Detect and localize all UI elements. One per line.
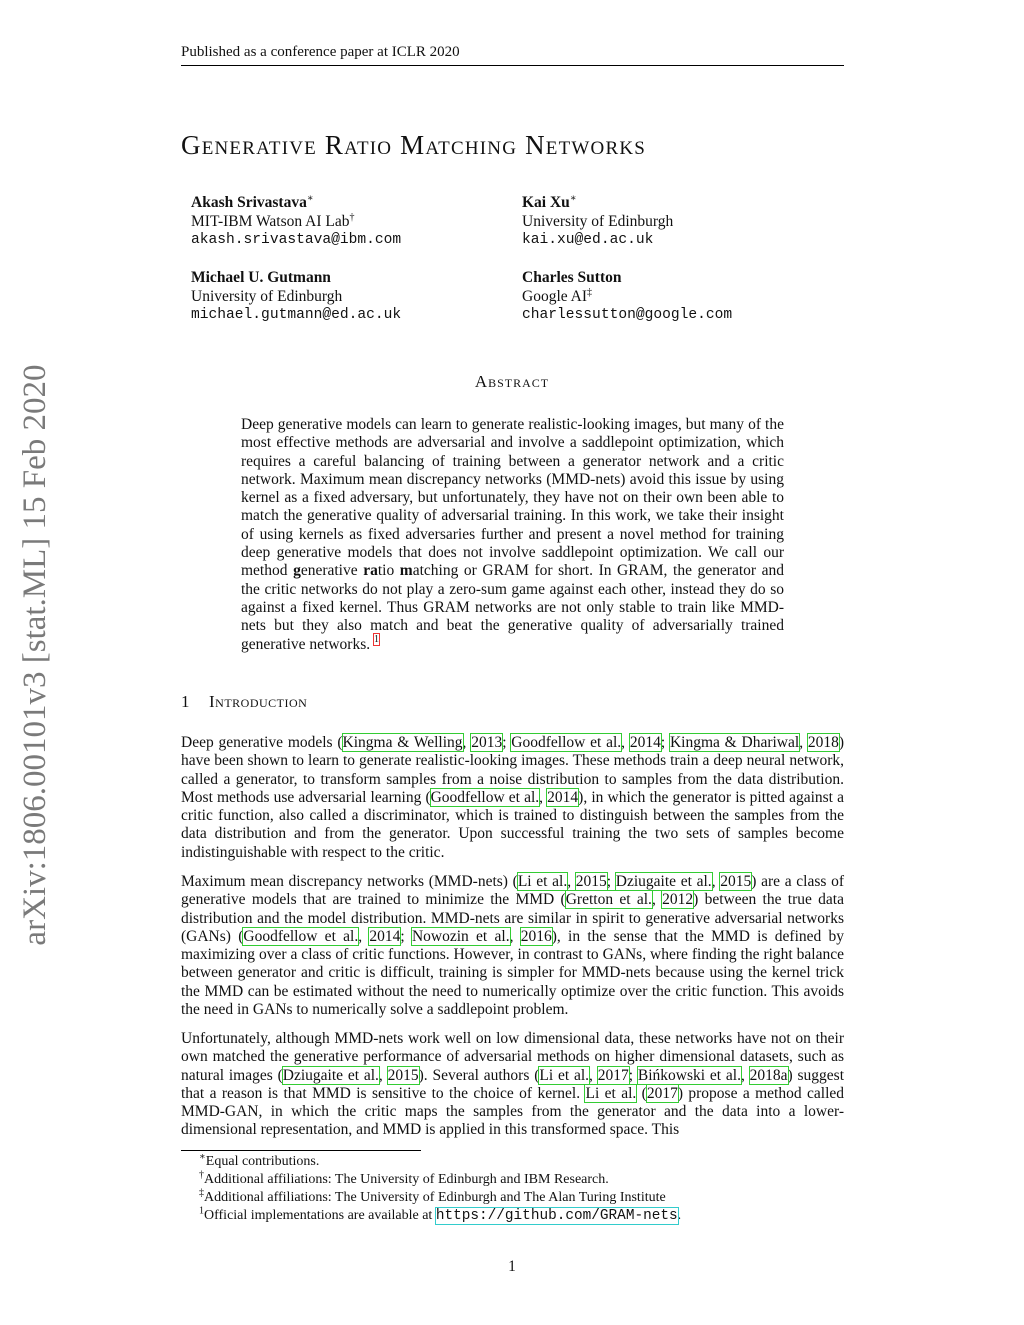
author-affiliation: University of Edinburgh (191, 288, 343, 305)
author-mark: ∗ (306, 192, 314, 204)
footnote-rule (181, 1150, 421, 1151)
section-heading: 1 Introduction (181, 692, 308, 711)
citation-link[interactable]: 2014 (629, 734, 661, 751)
running-header: Published as a conference paper at ICLR 2020 (181, 44, 460, 60)
citation-link[interactable]: 2017 (597, 1066, 629, 1084)
citation-link[interactable]: 2017 (646, 1084, 678, 1102)
abstract-heading: Abstract (474, 372, 550, 391)
affil-mark: † (349, 211, 355, 223)
author-affiliation: University of Edinburgh (522, 213, 674, 230)
author-email[interactable]: akash.srivastava@ibm.com (191, 232, 402, 248)
author-name: Akash Srivastava (191, 194, 307, 211)
citation-link[interactable]: 2015 (387, 1066, 419, 1084)
author-name: Charles Sutton (522, 269, 622, 286)
paragraph-2: Maximum mean discrepancy networks (MMD-nets) (Li et al., 2015; Dziugaite et al., 2015) are a class of generative models that are trained to minimize the MMD (Gretton et al., 2012) between the true data distribution and the model distribution. MMD-nets are similar in spirit to generative adversarial networks (GANs) (Goodfellow et al., 2014; Nowozin et al., 2016), in the sense that the MMD is defined by maximizing over a class of critic functions. However, in contrast to GANs, where finding the right balance between generator and critic is difficult, training is simpler for MMD-nets because using the kernel trick the MMD can be estimated without the need to numerically optimize over the critic function. This avoids the need in GANs to numerically solve a saddlepoint problem. (181, 873, 845, 1019)
author-mark: ∗ (569, 192, 577, 204)
footnote-3: ‡Additional affiliations: The University of Edinburgh and The Alan Turing Institute (199, 1187, 666, 1205)
citation-link[interactable]: Kingma & Dhariwal (669, 734, 800, 751)
citation-link[interactable]: Li et al. (517, 873, 568, 890)
citation-link[interactable]: Goodfellow et al. (430, 788, 540, 806)
citation-link[interactable]: Goodfellow et al. (243, 927, 359, 945)
author-name: Kai Xu (522, 194, 570, 211)
footnote-link[interactable]: 1 (374, 634, 379, 646)
author-affiliation: MIT-IBM Watson AI Lab (191, 213, 350, 230)
citation-link[interactable]: 2018a (749, 1066, 788, 1084)
citation-link[interactable]: 2015 (575, 873, 607, 890)
author-block-3 (191, 268, 401, 325)
header-rule (181, 65, 844, 66)
citation-link[interactable]: 2012 (662, 891, 694, 909)
citation-link[interactable]: 2018 (807, 734, 839, 751)
paragraph-3: Unfortunately, although MMD-nets work well on low dimensional data, these networks have not on their own matched the generative performance of adversarial methods on higher dimensional datasets, such as natural images (Dziugaite et al., 2015). Several authors (Li et al., 2017; Bińkowski et al., 2018a) suggest that a reason is that MMD is sensitive to the choice of kernel. Li et al. (2017) propose a method called MMD-GAN, in which the critic maps the samples from the generator and the data into a lower-dimensional representation, and MMD is applied in this transformed space. This (181, 1030, 845, 1139)
author-block-4 (522, 268, 732, 325)
citation-link[interactable]: Li et al. (585, 1084, 637, 1102)
page-number: 1 (508, 1258, 516, 1275)
author-affiliation: Google AI (522, 288, 588, 305)
citation-link[interactable]: Dziugaite et al. (282, 1066, 379, 1084)
author-block-1 (191, 193, 401, 250)
citation-link[interactable]: Li et al. (539, 1066, 590, 1084)
abstract-text: Deep generative models can learn to generate realistic-looking images, but many of the most effective methods are adversarial and involve a saddlepoint optimization, which requires a careful balancing of training between a generator network and a critic network. Maximum mean discrepancy networks (MMD-nets) avoid this issue by using kernel as a fixed adversary, but unfortunately, they have not on their own been able to match the generative quality of adversarial training. In this work, we take their insight of using kernels as fixed adversaries further and present a novel method for training deep generative models that does not involve saddlepoint optimization. We call our method generative ratio matching or GRAM for short. In GRAM, the generator and the critic networks do not play a zero-sum game against each other, instead they do so against a fixed kernel. Thus GRAM networks are not only stable to train like MMD-nets but they also match and beat the generative quality of adversarially trained generative networks. $^1$ (241, 416, 784, 653)
citation-link[interactable]: Gretton et al. (565, 891, 652, 909)
citation-link[interactable]: Goodfellow et al. (511, 734, 622, 751)
author-name: Michael U. Gutmann (191, 269, 331, 286)
footnote-2: †Additional affiliations: The University of Edinburgh and IBM Research. (199, 1169, 609, 1187)
paper-title: Generative Ratio Matching Networks (181, 130, 647, 160)
author-block-2 (522, 193, 673, 250)
citation-link[interactable]: 2014 (369, 927, 401, 945)
citation-link[interactable]: Bińkowski et al. (637, 1066, 741, 1084)
citation-link[interactable]: Dziugaite et al. (615, 873, 712, 890)
arxiv-stamp: arXiv:1806.00101v3 [stat.ML] 15 Feb 2020 (17, 364, 53, 946)
citation-link[interactable]: 2013 (471, 734, 503, 751)
footnote-4: $^1$Official implementations are available at https://github.com/GRAM-nets. (199, 1205, 682, 1224)
author-email[interactable]: charlessutton@google.com (522, 307, 733, 323)
citation-link[interactable]: 2014 (547, 788, 579, 806)
github-link[interactable]: https://github.com/GRAM-nets (435, 1208, 678, 1224)
paragraph-1: Deep generative models (Kingma & Welling, 2013; Goodfellow et al., 2014; Kingma & Dhariwal, 2018) have been shown to learn to generate realistic-looking images. These methods train a deep neural network, called a generator, to transform samples from a noise distribution to samples from the data distribution. Most methods use adversarial learning (Goodfellow et al., 2014), in which the generator is pitted against a critic function, also called a discriminator, which is trained to distinguish between the samples from the data distribution and from the generator. Upon successful training the two sets of samples become indistinguishable with respect to the critic. (181, 734, 845, 861)
citation-link[interactable]: 2016 (520, 927, 552, 945)
affil-mark: ‡ (587, 286, 593, 298)
citation-link[interactable]: Nowozin et al. (411, 927, 510, 945)
author-email[interactable]: michael.gutmann@ed.ac.uk (191, 307, 402, 323)
citation-link[interactable]: Kingma & Welling (342, 734, 463, 751)
citation-link[interactable]: 2015 (720, 873, 752, 890)
author-email[interactable]: kai.xu@ed.ac.uk (522, 232, 654, 248)
footnote-1: ∗Equal contributions. (199, 1151, 320, 1169)
